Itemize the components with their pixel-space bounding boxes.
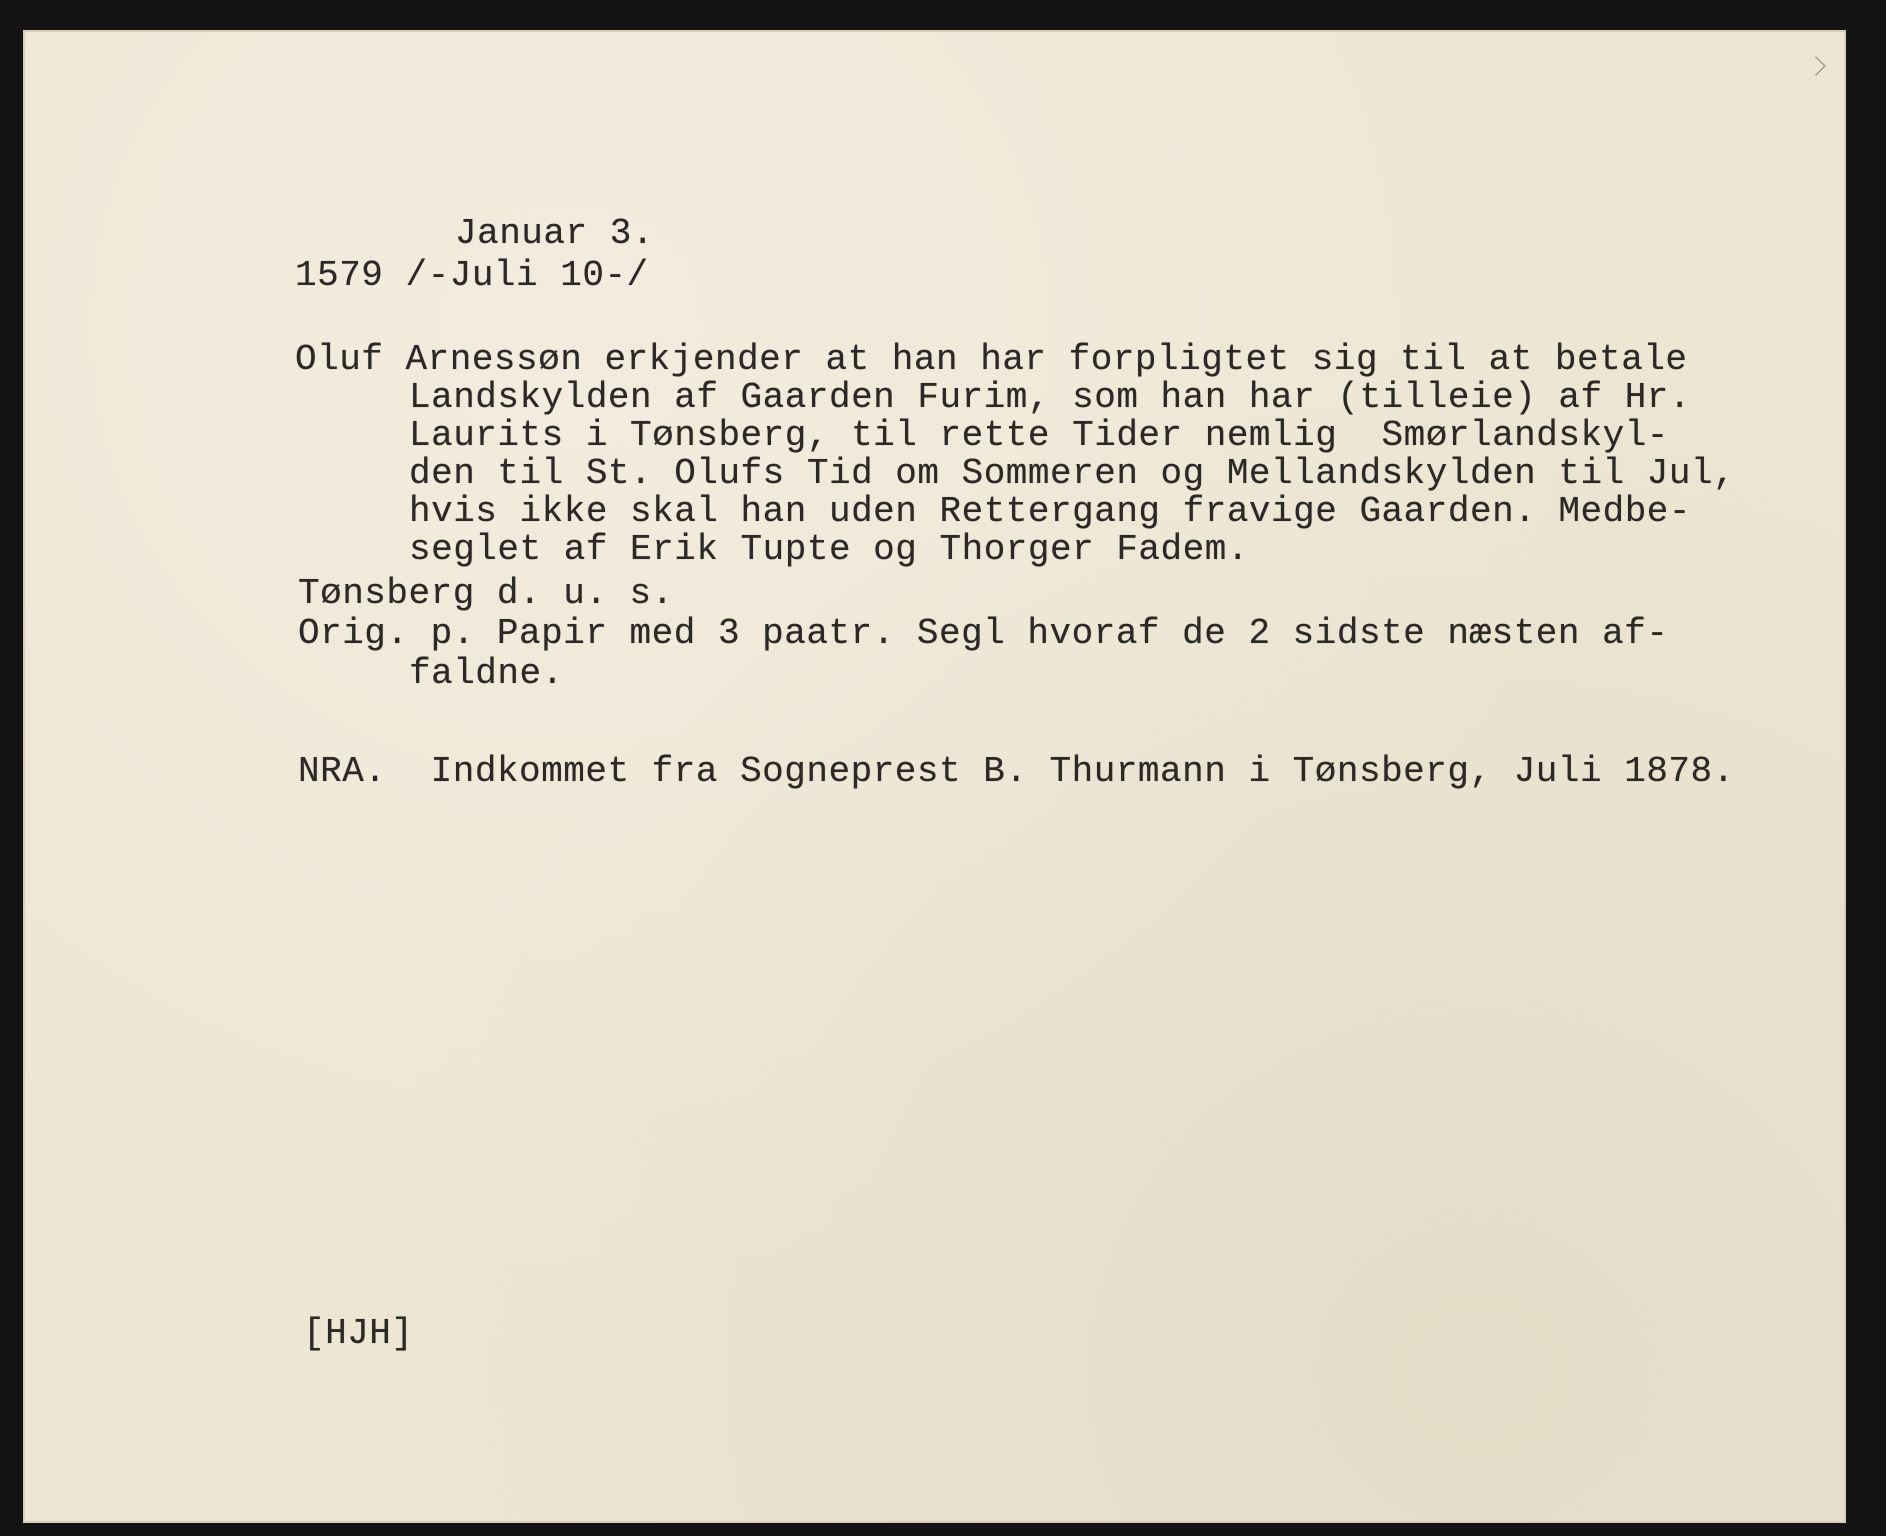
provenance-note: NRA. Indkommet fra Sogneprest B. Thurmann i Tønsberg, Juli 1878. — [298, 751, 1735, 792]
corner-mark — [1806, 56, 1826, 76]
summary-line: hvis ikke skal han uden Rettergang fravige Gaarden. Medbe- — [409, 491, 1692, 532]
summary-line: den til St. Olufs Tid om Sommeren og Mellandskylden til Jul, — [409, 453, 1736, 494]
date-line-year: 1579 /-Juli 10-/ — [295, 255, 649, 296]
summary-line: Laurits i Tønsberg, til rette Tider nemlig Smørlandskyl- — [409, 415, 1669, 456]
index-card — [23, 30, 1846, 1523]
summary-line: Oluf Arnessøn erkjender at han har forpligtet sig til at betale — [295, 339, 1688, 380]
summary-line: Landskylden af Gaarden Furim, som han har (tilleie) af Hr. — [409, 377, 1692, 418]
original-note: Orig. p. Papir med 3 paatr. Segl hvoraf de 2 sidste næsten af- — [298, 613, 1669, 654]
date-line-month: Januar 3. — [455, 213, 654, 254]
place-date: Tønsberg d. u. s. — [298, 573, 674, 614]
summary-line: seglet af Erik Tupte og Thorger Fadem. — [409, 529, 1249, 570]
original-note-continuation: faldne. — [409, 653, 564, 694]
initials: [HJH] — [303, 1313, 414, 1354]
